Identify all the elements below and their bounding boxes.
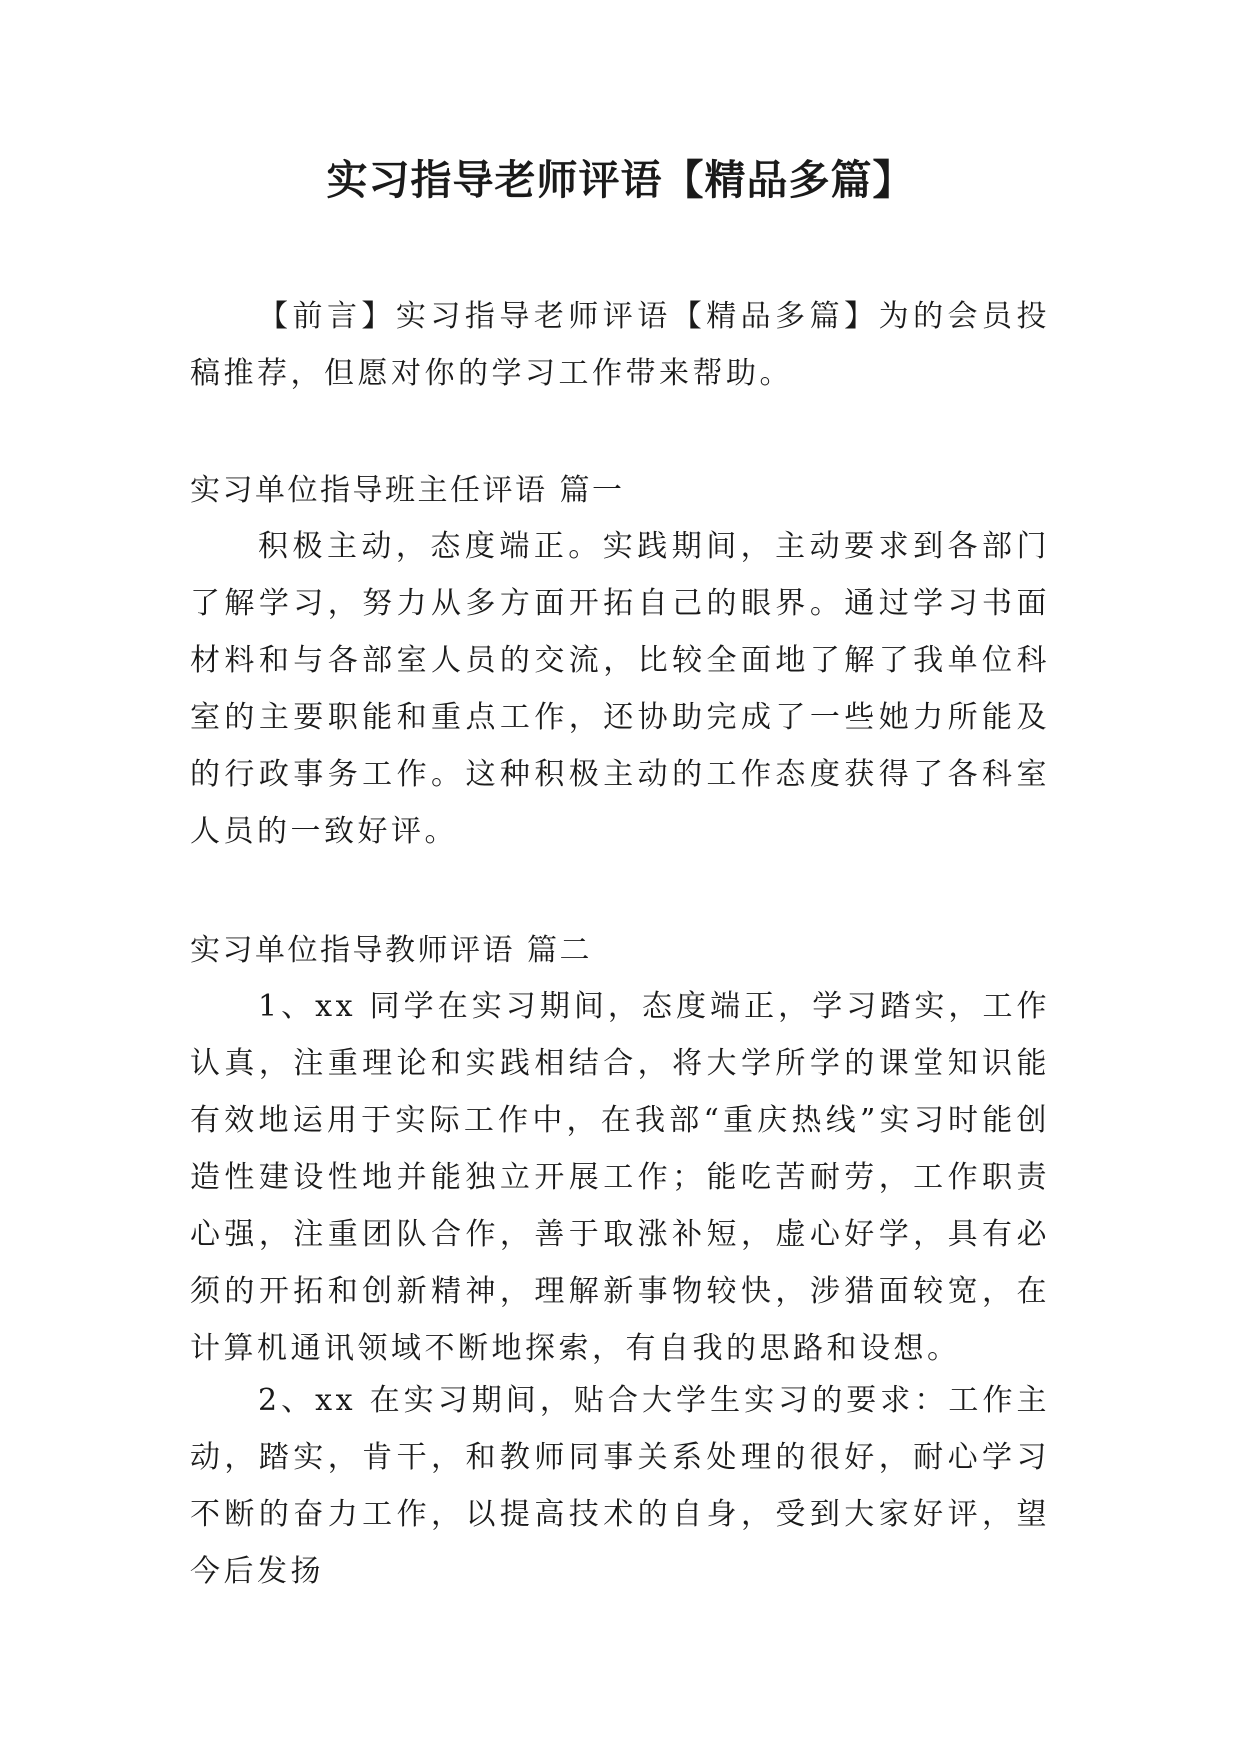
- section-2-paragraph-2: 2、xx 在实习期间，贴合大学生实习的要求：工作主动，踏实，肯干，和教师同事关系处理的很好，耐心学习不断的奋力工作，以提高技术的自身，受到大家好评，望今后发扬: [190, 1383, 1050, 1589]
- section-2-paragraph-1: 1、xx 同学在实习期间，态度端正，学习踏实，工作认真，注重理论和实践相结合，将大学所学的课堂知识能有效地运用于实际工作中，在我部“重庆热线”实习时能创造性建设性地并能独立开展工作；能吃苦耐劳，工作职责心强，注重团队合作，善于取涨补短，虚心好学，具有必须的开拓和创新精神，理解新事物较快，涉猎面较宽，在计算机通讯领域不断地探索，有自我的思路和设想。: [190, 989, 1050, 1366]
- intro-paragraph: 【前言】实习指导老师评语【精品多篇】为的会员投稿推荐，但愿对你的学习工作带来帮助。: [190, 299, 1050, 391]
- section-heading-2: 实习单位指导教师评语 篇二: [190, 933, 593, 968]
- section-1-paragraph-1: 积极主动，态度端正。实践期间，主动要求到各部门了解学习，努力从多方面开拓自己的眼界。通过学习书面材料和与各部室人员的交流，比较全面地了解了我单位科室的主要职能和重点工作，还协助完成了一些她力所能及的行政事务工作。这种积极主动的工作态度获得了各科室人员的一致好评。: [190, 529, 1050, 849]
- section-heading-1: 实习单位指导班主任评语 篇一: [190, 473, 625, 508]
- document-title: 实习指导老师评语【精品多篇】: [326, 156, 915, 204]
